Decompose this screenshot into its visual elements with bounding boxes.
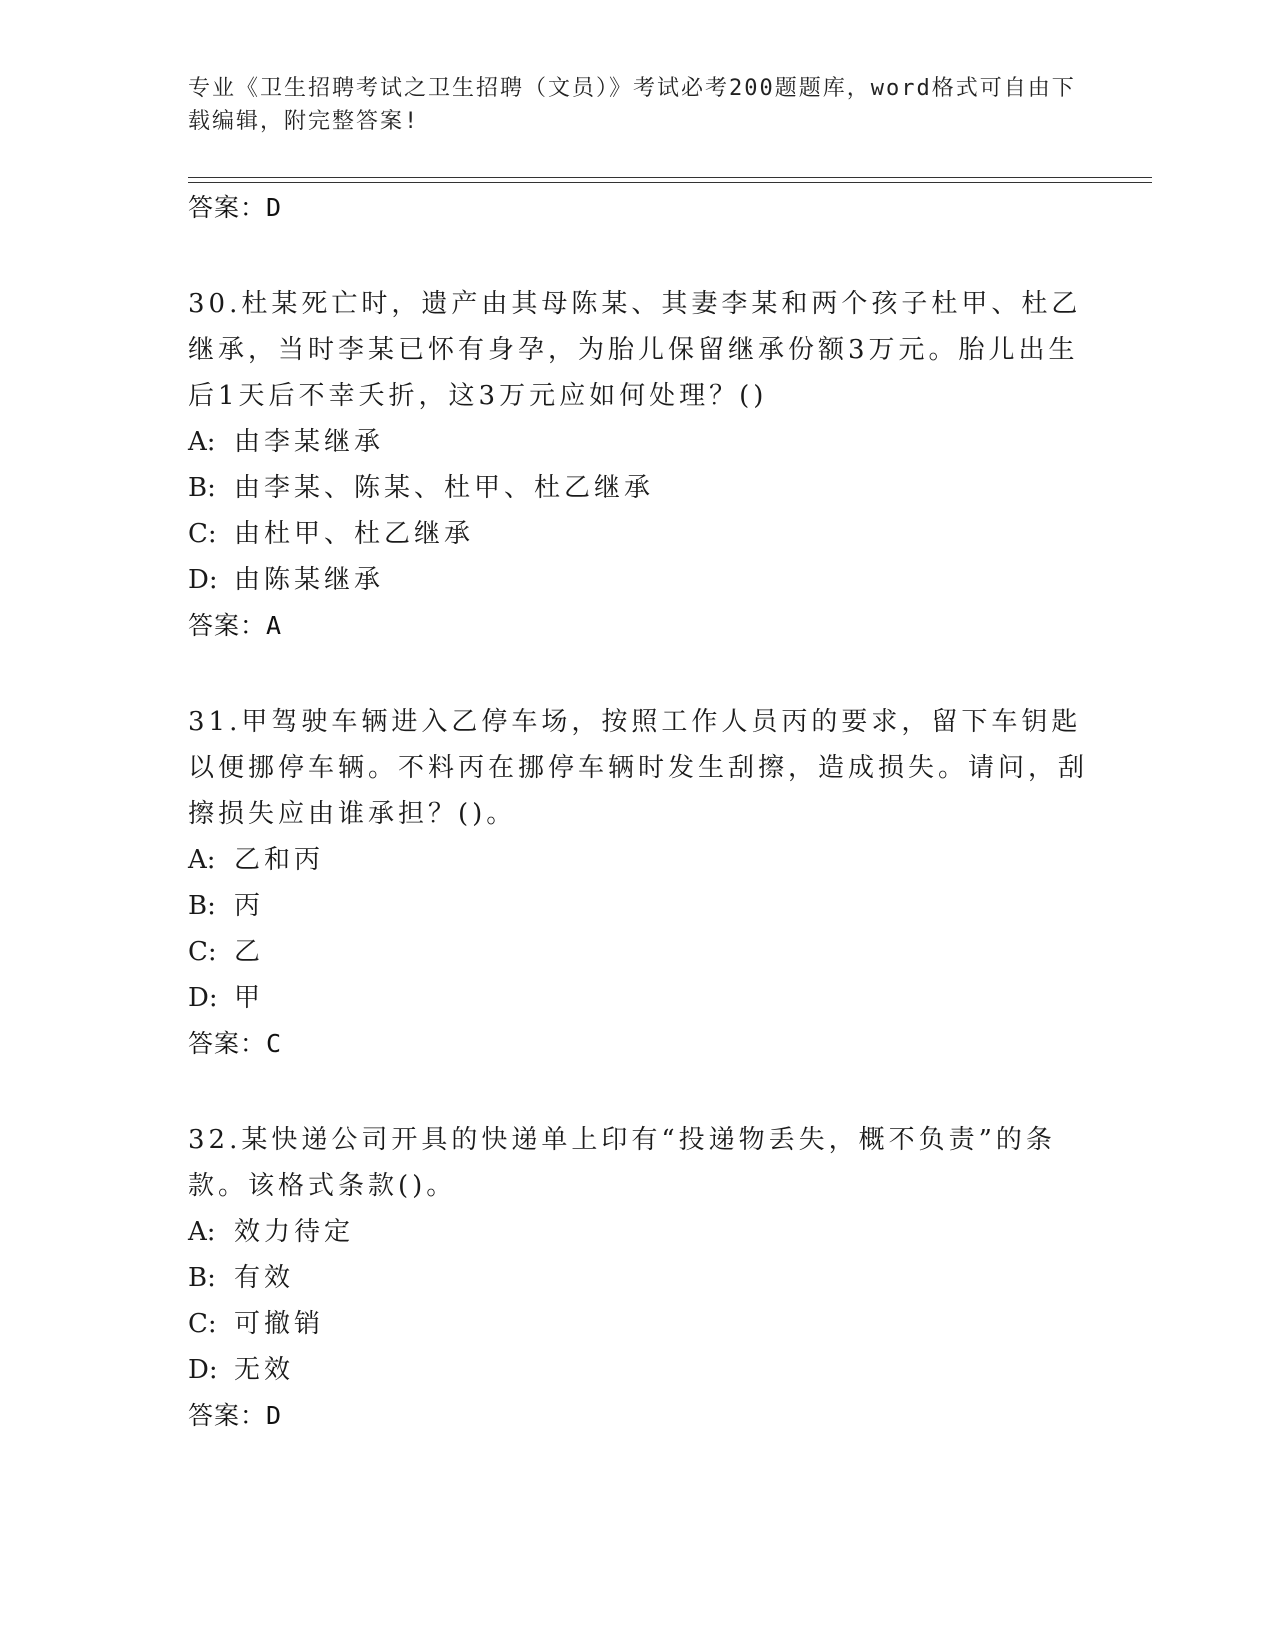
option-text: 效力待定: [234, 1217, 355, 1247]
option-key: A:: [188, 1217, 216, 1247]
question-30: [188, 281, 1088, 649]
answer-line: 答案：C: [188, 1029, 283, 1058]
option-key: B:: [188, 473, 216, 503]
option-c: [188, 511, 1088, 557]
option-text: 由杜甲、杜乙继承: [234, 519, 475, 549]
header-divider: [188, 177, 1152, 183]
option-a: [188, 419, 1088, 465]
option-key: B:: [188, 1263, 216, 1293]
answer-line: 答案：D: [188, 1401, 283, 1430]
option-key: D:: [188, 1355, 218, 1385]
previous-answer: 答案：D: [188, 193, 283, 222]
question-32: [188, 1117, 1088, 1439]
option-b: [188, 883, 1088, 929]
option-key: A:: [188, 427, 216, 457]
option-d: [188, 557, 1088, 603]
option-text: 丙: [234, 891, 265, 921]
question-stem: 31.甲驾驶车辆进入乙停车场，按照工作人员丙的要求，留下车钥匙以便挪停车辆。不料丙在挪停车辆时发生刮擦，造成损失。请问，刮擦损失应由谁承担？()。: [188, 707, 1089, 829]
option-text: 由李某继承: [234, 427, 385, 457]
option-key: B:: [188, 891, 216, 921]
option-key: C:: [188, 1309, 217, 1339]
answer-line: 答案：A: [188, 611, 283, 640]
option-text: 无效: [234, 1355, 295, 1385]
option-key: C:: [188, 519, 217, 549]
option-key: D:: [188, 565, 218, 595]
question-stem: 32.某快递公司开具的快递单上印有“投递物丢失，概不负责”的条款。该格式条款()。: [188, 1125, 1056, 1201]
option-d: [188, 975, 1088, 1021]
option-text: 由李某、陈某、杜甲、杜乙继承: [234, 473, 655, 503]
option-c: [188, 1301, 1088, 1347]
option-text: 可撤销: [234, 1309, 325, 1339]
option-text: 由陈某继承: [234, 565, 385, 595]
option-a: [188, 837, 1088, 883]
option-b: [188, 1255, 1088, 1301]
question-31: [188, 699, 1088, 1067]
option-c: [188, 929, 1088, 975]
option-key: C:: [188, 937, 217, 967]
option-a: [188, 1209, 1088, 1255]
document-header: 专业《卫生招聘考试之卫生招聘（文员）》考试必考200题题库，word格式可自由下载编辑，附完整答案!: [188, 76, 1076, 134]
option-text: 甲: [234, 983, 265, 1013]
option-text: 乙: [234, 937, 265, 967]
option-d: [188, 1347, 1088, 1393]
option-key: D:: [188, 983, 218, 1013]
option-key: A:: [188, 845, 216, 875]
option-text: 有效: [234, 1263, 295, 1293]
option-text: 乙和丙: [234, 845, 325, 875]
option-b: [188, 465, 1088, 511]
question-stem: 30.杜某死亡时，遗产由其母陈某、其妻李某和两个孩子杜甲、杜乙继承，当时李某已怀有身孕，为胎儿保留继承份额3万元。胎儿出生后1天后不幸夭折，这3万元应如何处理？(): [188, 289, 1082, 411]
document-body: [188, 185, 1088, 1489]
